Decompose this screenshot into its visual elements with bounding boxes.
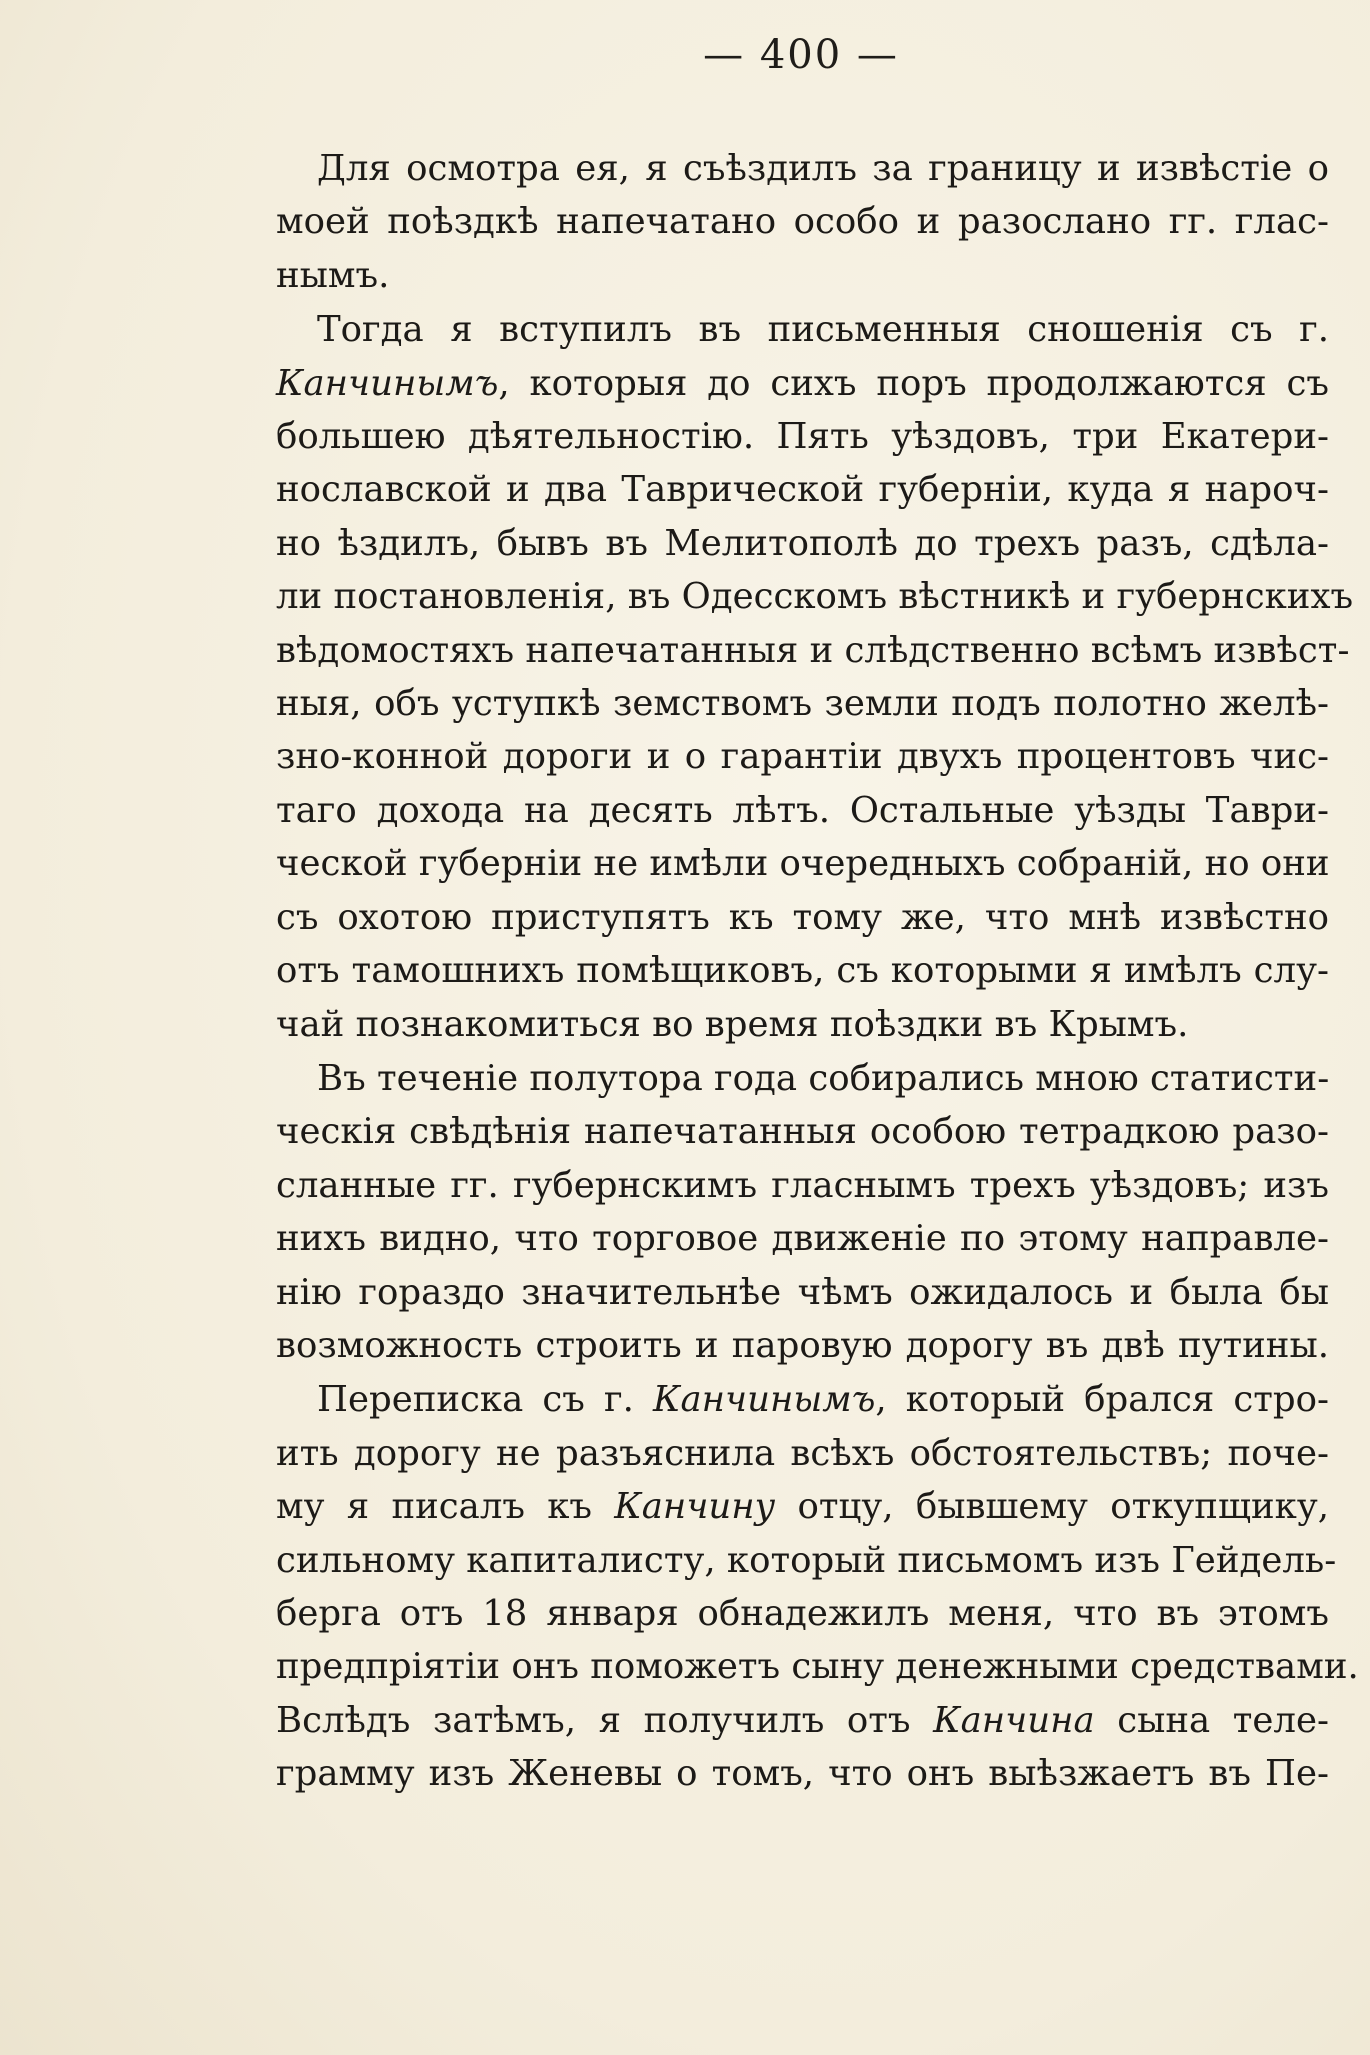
text-line: нихъ видно, что торговое движеніе по этому направле- [276,1218,1329,1260]
text-line: возможность строить и паровую дорогу въ двѣ путины. [276,1324,1329,1366]
text-line: моей поѣздкѣ напечатано особо и разослано гг. глас- [276,201,1329,243]
text-line: ить дорогу не разъяснила всѣхъ обстоятельствъ; поче- [276,1432,1329,1474]
text-line: Для осмотра ея, я съѣздилъ за границу и извѣстіе о [317,148,1329,189]
text-line: но ѣздилъ, бывъ въ Мелитополѣ до трехъ разъ, сдѣла- [276,522,1329,564]
text-line: сланные гг. губернскимъ гласнымъ трехъ уѣздовъ; изъ [276,1164,1329,1206]
text-line: ныя, объ уступкѣ земствомъ земли подъ полотно желѣ- [276,683,1329,725]
italic-surname: Канчинымъ [653,1379,876,1421]
text-line: отъ тамошнихъ помѣщиковъ, съ которыми я имѣлъ слу- [276,950,1329,992]
text-line: зно-конной дороги и о гарантіи двухъ процентовъ чис- [276,736,1329,778]
text-line: таго дохода на десять лѣтъ. Остальные уѣзды Таври- [276,789,1329,831]
text-line: Канчинымъ, которыя до сихъ поръ продолжаются съ [276,362,1329,404]
text-line: Переписка съ г. Канчинымъ, который брался стро- [317,1379,1329,1421]
italic-surname: Канчину [614,1486,776,1528]
text-line: нославской и два Таврической губерніи, куда я нароч- [276,469,1329,511]
text-line: нымъ. [276,254,390,296]
page-number: — 400 — [703,32,899,78]
text-line: нію гораздо значительнѣе чѣмъ ожидалось и была бы [276,1271,1329,1313]
text-line: ли постановленія, въ Одесскомъ вѣстникѣ и губернскихъ [276,576,1354,618]
text-line: берга отъ 18 января обнадежилъ меня, что въ этомъ [276,1592,1329,1634]
text-line: вѣдомостяхъ напечатанныя и слѣдственно всѣмъ извѣст- [276,629,1350,671]
italic-surname: Канчинымъ [276,362,499,404]
text-line: Въ теченіе полутора года собирались мною статисти- [317,1057,1330,1099]
body-text [276,142,1359,1801]
text-line: сильному капиталисту, который письмомъ изъ Гейдель- [276,1539,1337,1581]
text-line: грамму изъ Женевы о томъ, что онъ выѣзжаетъ въ Пе- [276,1753,1329,1795]
text-line: большею дѣятельностію. Пять уѣздовъ, три Екатери- [276,416,1329,458]
text-line: Тогда я вступилъ въ письменныя сношенія съ г. [317,309,1329,351]
text-line: ческой губерніи не имѣли очередныхъ собраній, но они [276,843,1330,885]
text-line: ческія свѣдѣнія напечатанныя особою тетрадкою разо- [276,1111,1329,1153]
text-line: Вслѣдъ затѣмъ, я получилъ отъ Канчина сына теле- [276,1699,1329,1741]
text-line: съ охотою приступятъ къ тому же, что мнѣ извѣстно [276,896,1329,938]
text-line: предпріятіи онъ поможетъ сыну денежными средствами. [276,1646,1359,1688]
italic-surname: Канчина [933,1699,1095,1741]
text-line: чай познакомиться во время поѣздки въ Крымъ. [276,1003,1189,1045]
text-line: му я писалъ къ Канчину отцу, бывшему откупщику, [276,1486,1329,1528]
